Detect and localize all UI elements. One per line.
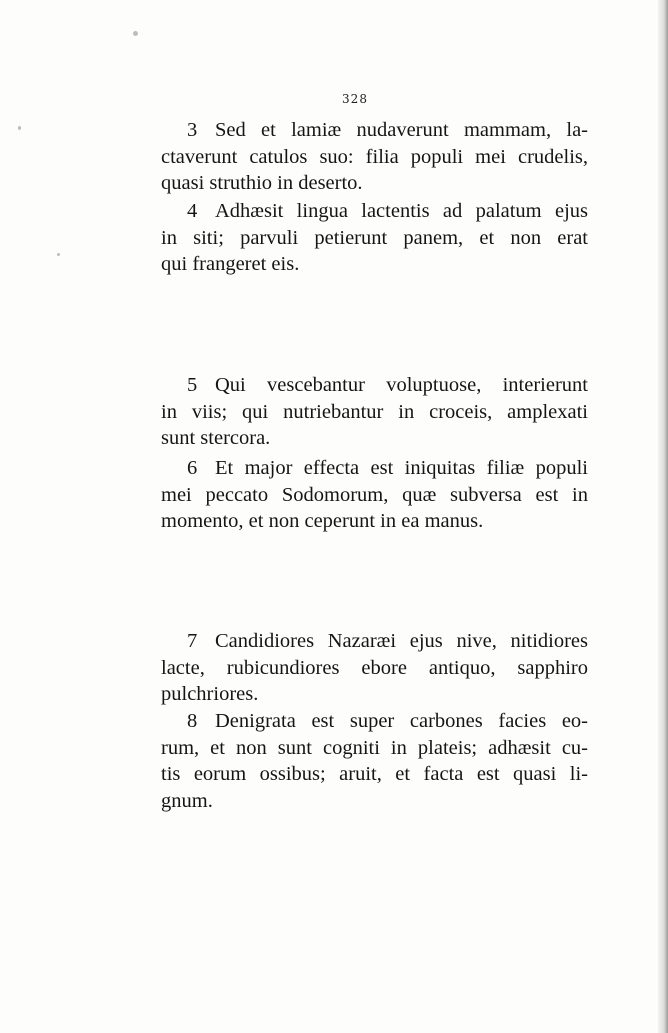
verse-text-line: tis eorum ossibus; aruit, et facta est quasi li- [161, 763, 588, 785]
verse [161, 628, 588, 708]
verse [161, 372, 588, 452]
verse-number: 5 [187, 374, 198, 396]
verse-text-line: Qui vescebantur voluptuose, interierunt [215, 374, 588, 396]
verse-number: 7 [187, 630, 198, 652]
verse-text-line: in siti; parvuli petierunt panem, et non erat [161, 226, 588, 249]
page-number: 328 [342, 92, 368, 106]
verse-text-line: in viis; qui nutriebantur in croceis, amplexati [161, 400, 588, 423]
verse [161, 708, 588, 814]
page-edge-shadow [658, 0, 668, 1033]
verse-text-line: ctaverunt catulos suo: filia populi mei crudelis, [161, 145, 588, 168]
paper-speck [133, 31, 138, 36]
verse-text-line: qui frangeret eis. [161, 253, 300, 275]
verse-number: 8 [187, 710, 198, 732]
verse-text-line: Sed et lamiæ nudaverunt mammam, la- [215, 119, 588, 141]
verse-first-line [161, 117, 588, 144]
verse-text-line: rum, et non sunt cogniti in plateis; adhæsit cu- [161, 736, 588, 759]
verse-text-line: sunt stercora. [161, 427, 271, 449]
verse [161, 455, 588, 535]
verse-first-line [161, 372, 588, 399]
verse [161, 198, 588, 278]
verse-first-line [161, 708, 588, 735]
verse-first-line [161, 455, 588, 482]
verse-text-line: Et major effecta est iniquitas filiæ populi [215, 457, 588, 479]
verse-text-line: momento, et non ceperunt in ea manus. [161, 510, 484, 532]
paper-speck [18, 126, 21, 130]
verse-first-line [161, 198, 588, 225]
verse-number: 3 [187, 119, 198, 141]
verse-number: 4 [187, 200, 198, 222]
verse-first-line [161, 628, 588, 655]
verse-text-line: Denigrata est super carbones facies eo- [215, 710, 588, 732]
verse-text-line: pulchriores. [161, 683, 259, 705]
verse-text-line: lacte, rubicundiores ebore antiquo, sapphiro [161, 656, 588, 679]
verse [161, 117, 588, 197]
verse-text-line: mei peccato Sodomorum, quæ subversa est in [161, 483, 588, 506]
verse-text-line: gnum. [161, 789, 213, 812]
verse-number: 6 [187, 457, 198, 479]
verse-text-line: Adhæsit lingua lactentis ad palatum ejus [215, 200, 588, 222]
verse-text-line: Candidiores Nazaræi ejus nive, nitidiores [215, 630, 588, 652]
verse-text-line: quasi struthio in deserto. [161, 172, 363, 194]
paper-speck [57, 253, 60, 256]
